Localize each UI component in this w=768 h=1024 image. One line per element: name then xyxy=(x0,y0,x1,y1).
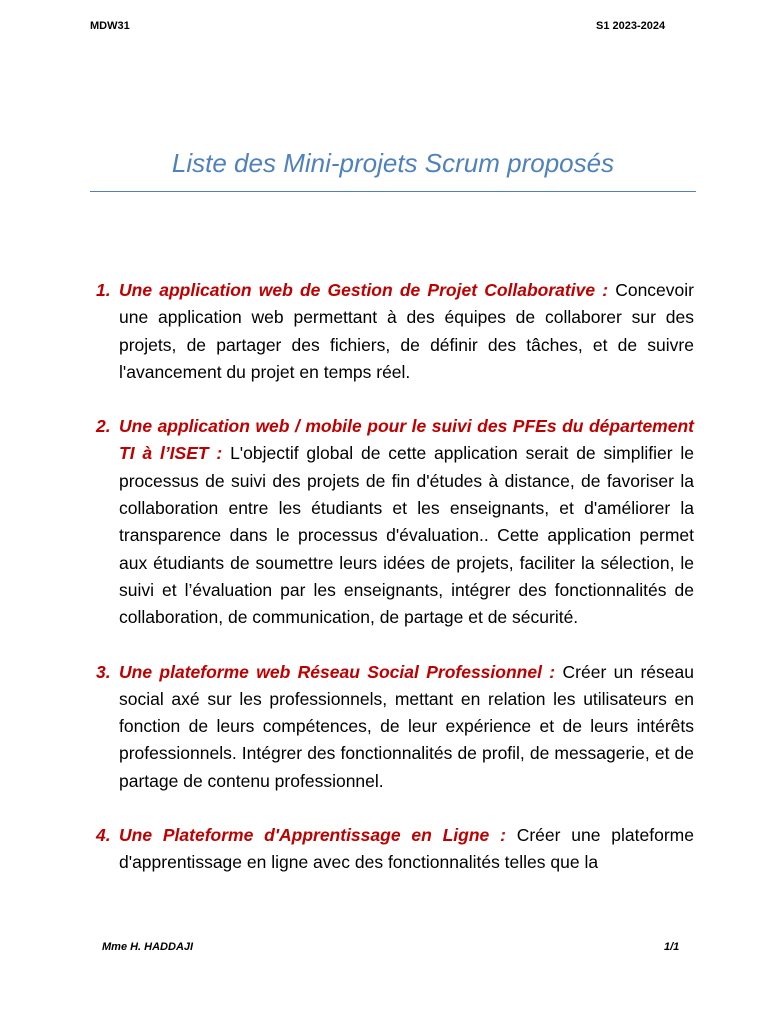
item-body: L'objectif global de cette application serait de simplifier le processus de suivi des projets de fin d'études à distance, de favoriser la collaboration entre les étudiants et les enseignants, et d'améliorer la transparence dans le processus d'évaluation.. Cette application permet aux étudiants de soumettre leurs idées de projets, faciliter la sélection, le suivi et l’évaluation par les enseignants, intégrer des fonctionnalités de collaboration, de communication, de partage et de sécurité. xyxy=(119,443,694,628)
item-body: Créer une plateforme d'apprentissage en ligne avec des fonctionnalités telles que la xyxy=(119,825,694,873)
project-item-3 xyxy=(96,659,694,795)
item-heading: Une application web de Gestion de Projet Collaborative : xyxy=(119,280,616,300)
header-course-code: MDW31 xyxy=(90,20,130,32)
item-number: 2. xyxy=(96,416,111,437)
item-number: 1. xyxy=(96,280,111,300)
footer-author: Mme H. HADDAJI xyxy=(102,941,194,953)
item-body: Créer un réseau social axé sur les professionnels, mettant en relation les utilisateurs en fonction de leurs compétences, de leur expérience et de leurs intérêts professionnels. Intégrer des fonctionnalités de profil, de messagerie, et de partage de contenu professionnel. xyxy=(119,661,694,791)
item-number: 3. xyxy=(96,661,111,682)
item-body: Concevoir une application web permettant à des équipes de collaborer sur des projets, de partager des fichiers, de définir des tâches, et de suivre l'avancement du projet en temps réel. xyxy=(119,280,694,382)
title-underline xyxy=(90,191,696,192)
project-item-1 xyxy=(96,277,694,386)
document-title: Liste des Mini-projets Scrum proposés xyxy=(171,148,615,178)
project-item-2 xyxy=(96,413,694,631)
footer-page-number: 1/1 xyxy=(664,941,680,953)
header-semester: S1 2023-2024 xyxy=(596,20,666,32)
item-heading: Une application web / mobile pour le suivi des PFEs du département TI à l’ISET : xyxy=(119,416,694,464)
item-number: 4. xyxy=(96,825,111,846)
project-item-4 xyxy=(96,822,694,877)
project-list xyxy=(96,277,694,877)
item-heading: Une Plateforme d'Apprentissage en Ligne : xyxy=(119,825,517,846)
item-heading: Une plateforme web Réseau Social Professionnel : xyxy=(119,661,563,682)
